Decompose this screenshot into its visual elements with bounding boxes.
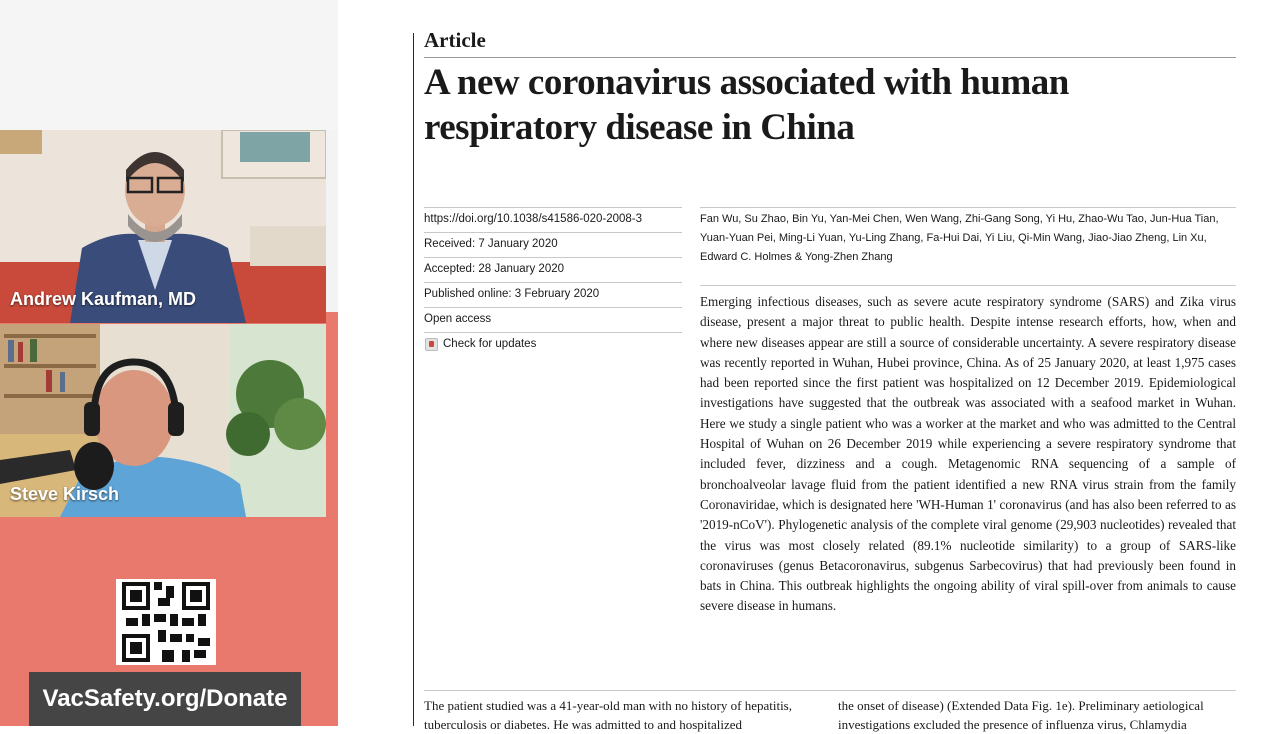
participant-name-label: Steve Kirsch (10, 484, 120, 504)
donate-banner[interactable]: VacSafety.org/Donate (29, 672, 301, 726)
panel-header-area (0, 0, 338, 130)
donate-qr-code[interactable] (116, 579, 216, 665)
video-panel (0, 0, 338, 726)
check-for-updates-link[interactable]: Check for updates (443, 338, 537, 350)
meta-divider (424, 332, 682, 333)
article-title: A new coronavirus associated with human respiratory disease in China (424, 62, 1069, 148)
video-tile-participant-2[interactable] (0, 324, 326, 517)
accepted-date: Accepted: 28 January 2020 (424, 263, 565, 275)
title-divider (424, 57, 1236, 58)
author-list: Fan Wu, Su Zhao, Bin Yu, Yan-Mei Chen, Wen Wang, Zhi-Gang Song, Yi Hu, Zhao-Wu Tao, Jun-Hua Tian, Yuan-Yuan Pei, Ming-Li Yuan, Yu-Ling Zhang, Fa-Hui Dai, Yi Liu, Qi-Min Wang, Jiao-Jiao Zheng, Lin Xu, Edward C. Holmes & Yong-Zhen Zhang (700, 213, 1219, 263)
meta-divider (424, 207, 682, 208)
doi-link[interactable]: https://doi.org/10.1038/s41586-020-2008-3 (424, 213, 643, 225)
article-abstract: Emerging infectious diseases, such as severe acute respiratory syndrome (SARS) and Zika virus disease, present a major threat to public health. Despite intense research efforts, how, when and where new diseases appear are still a source of considerable uncertainty. A severe respiratory disease was recently reported in Wuhan, Hubei province, China. As of 25 January 2020, at least 1,975 cases had been reported since the first patient was hospitalized on 12 December 2019. Epidemiological investigations have suggested that the outbreak was associated with a seafood market in Wuhan. Here we study a single patient who was a worker at the market and who was admitted to the Central Hospital of Wuhan on 26 December 2019 while experiencing a severe respiratory syndrome that included fever, dizziness and a cough. Metagenomic RNA sequencing of a sample of bronchoalveolar lavage fluid from the patient identified a new RNA virus strain from the family Coronaviridae, which is designated here 'WH-Human 1' coronavirus (and has also been referred to as '2019-nCoV'). Phylogenetic analysis of the complete viral genome (29,903 nucleotides) revealed that the virus was most closely related (89.1% nucleotide similarity) to a group of SARS-like coronaviruses (genus Betacoronavirus, subgenus Sarbecovirus) that had previously been found in bats in China. This outbreak highlights the ongoing ability of viral spill-over from animals to cause severe disease in humans. (700, 294, 1236, 614)
article-section-label: Article (424, 28, 486, 52)
meta-divider (424, 232, 682, 233)
meta-divider (424, 307, 682, 308)
body-text-column-left: The patient studied was a 41-year-old man with no history of hepatitis, tuberculosis or diabetes. He was admitted to and hospitalized (424, 698, 792, 732)
abstract-divider (700, 285, 1236, 286)
body-divider (424, 690, 1236, 691)
authors-divider (700, 207, 1236, 208)
meta-divider (424, 282, 682, 283)
qr-code-icon (122, 582, 210, 662)
meta-divider (424, 257, 682, 258)
received-date: Received: 7 January 2020 (424, 238, 558, 250)
video-tile-participant-1[interactable] (0, 130, 326, 323)
page-margin-rule (413, 33, 414, 726)
check-updates-icon (425, 338, 438, 351)
published-date: Published online: 3 February 2020 (424, 288, 600, 300)
open-access-label: Open access (424, 313, 492, 325)
body-text-column-right: the onset of disease) (Extended Data Fig. 1e). Preliminary aetiological investigations excluded the presence of influenza virus, Chlamydia (838, 698, 1204, 732)
participant-name-label: Andrew Kaufman, MD (10, 289, 197, 309)
